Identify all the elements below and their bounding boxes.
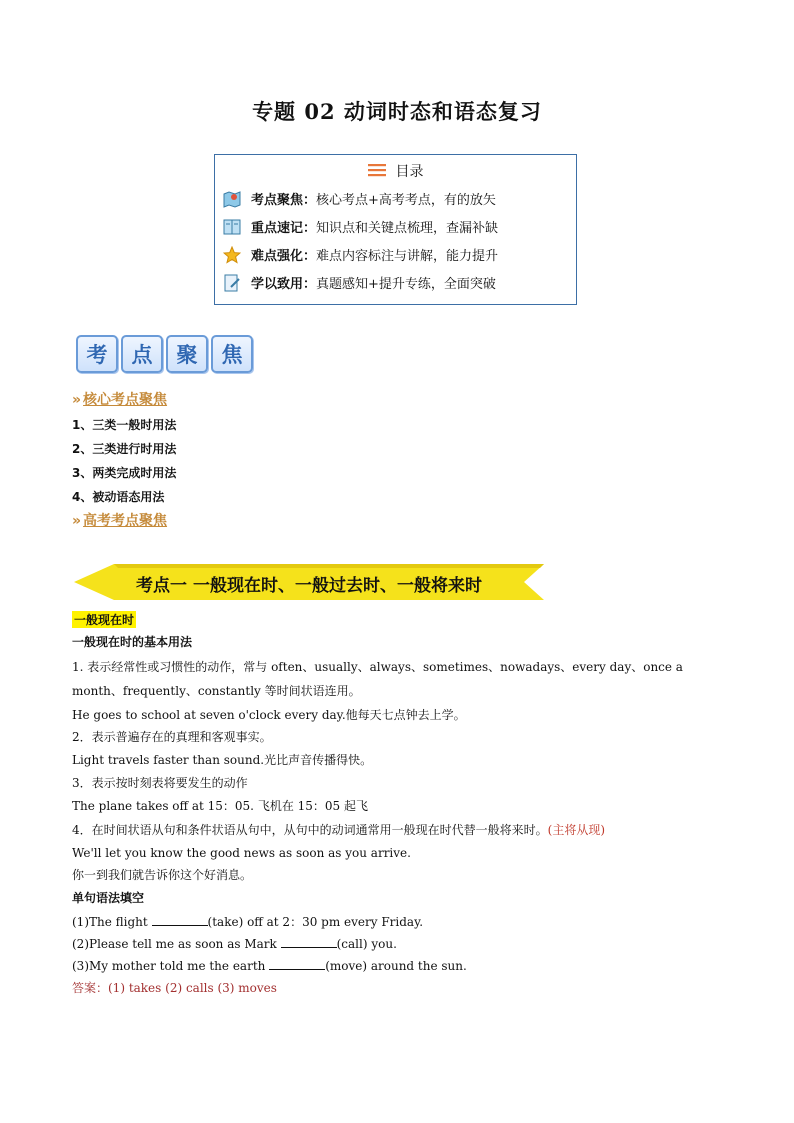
rule-note: (主将从现): [547, 823, 606, 837]
question-text: (move) around the sun.: [325, 959, 467, 973]
text-line: month、frequently、constantly 等时间状语连用。: [72, 684, 361, 698]
list-item: 1、三类一般时用法: [72, 418, 177, 432]
table-of-contents: [214, 154, 577, 305]
toc-key: 难点强化：: [251, 249, 317, 264]
toc-row-difficulty: [223, 245, 498, 264]
book-icon: [223, 218, 241, 236]
edit-icon: [223, 274, 241, 292]
question-text: (2)Please tell me as soon as Mark: [72, 937, 281, 951]
map-icon: [223, 190, 241, 208]
star-icon: [223, 246, 241, 264]
text-line: 3．表示按时刻表将要发生的动作: [72, 776, 248, 790]
text-line: 2．表示普遍存在的真理和客观事实。: [72, 730, 272, 744]
question-text: (take) off at 2：30 pm every Friday.: [207, 915, 424, 929]
toc-key: 考点聚焦：: [251, 193, 317, 208]
section-badges: [76, 335, 253, 375]
badge-char: 点: [121, 335, 163, 373]
exercise-question: [72, 936, 732, 952]
section-label: 一般现在时: [74, 613, 135, 627]
exam-heading: 高考考点聚焦: [83, 513, 168, 529]
answer-blank[interactable]: [152, 914, 208, 926]
toc-text: 真题感知+提升专练，全面突破: [316, 277, 496, 292]
list-icon: [368, 163, 386, 181]
text-line: 1. 表示经常性或习惯性的动作，常与 often、usually、always、sometimes、nowadays、every day、once a: [72, 660, 683, 674]
list-item: 4、被动语态用法: [72, 490, 165, 504]
toc-row-notes: [223, 217, 498, 236]
answer-blank[interactable]: [281, 936, 337, 948]
answer-key: 答案：(1) takes (2) calls (3) moves: [72, 981, 277, 995]
text-line: The plane takes off at 15：05. 飞机在 15：05 起飞: [72, 799, 368, 813]
toc-text: 知识点和关键点梳理，查漏补缺: [316, 221, 499, 236]
toc-text: 核心考点+高考考点，有的放矢: [316, 193, 496, 208]
toc-heading: 目录: [395, 164, 424, 180]
toc-row-focus: [223, 189, 496, 208]
exercise-question: [72, 914, 732, 930]
section-banner-title: 考点一 一般现在时、一般过去时、一般将来时: [136, 576, 482, 596]
page-title: 专题 02 动词时态和语态复习: [252, 99, 542, 124]
text-line: Light travels faster than sound.光比声音传播得快。: [72, 753, 373, 767]
text-line: [72, 822, 732, 838]
text-line: 你一到我们就告诉你这个好消息。: [72, 868, 253, 882]
toc-text: 难点内容标注与讲解，能力提升: [316, 249, 499, 264]
text-line: We'll let you know the good news as soon as you arrive.: [72, 846, 411, 860]
exam-points-link[interactable]: [72, 510, 167, 530]
question-text: (1)The flight: [72, 915, 152, 929]
core-heading: 核心考点聚焦: [83, 392, 168, 408]
double-chevron-icon: »: [72, 513, 82, 529]
toc-header: [215, 161, 576, 181]
toc-key: 学以致用：: [251, 277, 317, 292]
toc-key: 重点速记：: [251, 221, 317, 236]
exercise-question: [72, 958, 732, 974]
question-text: (call) you.: [336, 937, 397, 951]
list-item: 2、三类进行时用法: [72, 442, 177, 456]
badge-char: 焦: [211, 335, 253, 373]
badge-char: 考: [76, 335, 118, 373]
rule-text: 4．在时间状语从句和条件状语从句中，从句中的动词通常用一般现在时代替一般将来时。: [72, 823, 548, 837]
answer-blank[interactable]: [269, 958, 325, 970]
double-chevron-icon: »: [72, 392, 82, 408]
list-item: 3、两类完成时用法: [72, 466, 177, 480]
badge-char: 聚: [166, 335, 208, 373]
question-text: (3)My mother told me the earth: [72, 959, 270, 973]
exercise-heading: 单句语法填空: [72, 891, 145, 905]
core-points-link[interactable]: [72, 389, 167, 409]
text-line: He goes to school at seven o'clock every day.他每天七点钟去上学。: [72, 708, 466, 722]
toc-row-practice: [223, 273, 496, 292]
subheading: 一般现在时的基本用法: [72, 635, 193, 649]
